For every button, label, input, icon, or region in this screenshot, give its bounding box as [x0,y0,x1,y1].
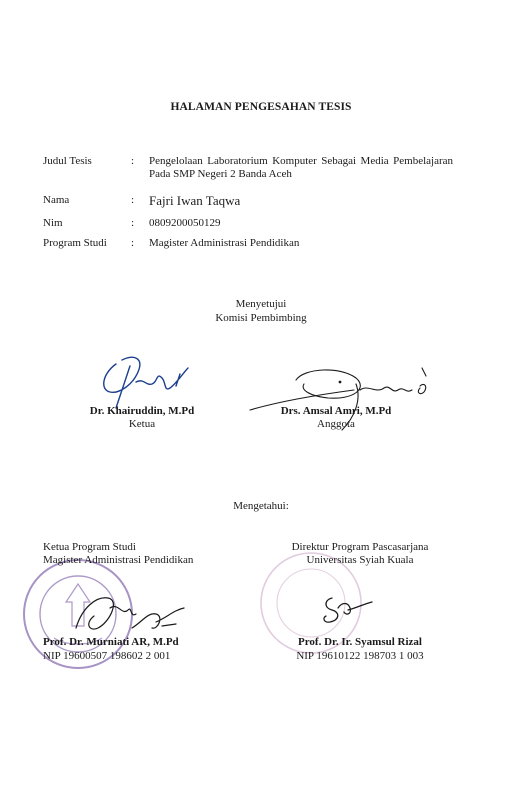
acknowledged-heading: Mengetahui: [233,500,289,512]
info-separator: : [131,217,135,229]
info-separator: : [131,194,135,206]
info-label: Judul Tesis [43,155,92,167]
info-separator: : [131,237,135,249]
right-official-nip: NIP 19610122 198703 1 003 [296,650,424,662]
info-row-name [43,194,453,207]
right-official-name: Prof. Dr. Ir. Syamsul Rizal [298,636,422,648]
ketua-name: Dr. Khairuddin, M.Pd [89,405,195,417]
student-nim-value: 0809200050129 [149,217,221,229]
info-label: Program Studi [43,237,107,249]
page-title: HALAMAN PENGESAHAN TESIS [170,101,352,113]
anggota-name: Drs. Amsal Amri, M.Pd [280,405,392,417]
anggota-role: Anggota [317,418,355,430]
approval-heading: Menyetujui [235,298,287,310]
student-name-value: Fajri Iwan Taqwa [149,193,241,208]
thesis-title-value: Pengelolaan Laboratorium Komputer Sebagai Media Pembelajaran Pada SMP Negeri 2 Banda Aceh [149,155,453,180]
info-row-nim [43,217,453,230]
info-separator: : [131,155,135,167]
left-official-nip: NIP 19600507 198602 2 001 [43,650,171,662]
left-official-name: Prof. Dr. Murniati AR, M.Pd [43,636,179,648]
info-row-title [43,155,453,181]
info-row-program [43,237,453,250]
ketua-role: Ketua [128,418,156,430]
left-official-title-2: Magister Administrasi Pendidikan [43,554,194,566]
info-label: Nim [43,217,63,229]
right-official-signature [318,588,378,628]
info-label: Nama [43,194,70,206]
approval-subheading: Komisi Pembimbing [215,312,307,324]
program-value: Magister Administrasi Pendidikan [149,237,300,249]
right-official-title-2: Universitas Syiah Kuala [306,554,414,566]
right-official-title-1: Direktur Program Pascasarjana [291,541,429,553]
left-official-title-1: Ketua Program Studi [43,541,136,553]
